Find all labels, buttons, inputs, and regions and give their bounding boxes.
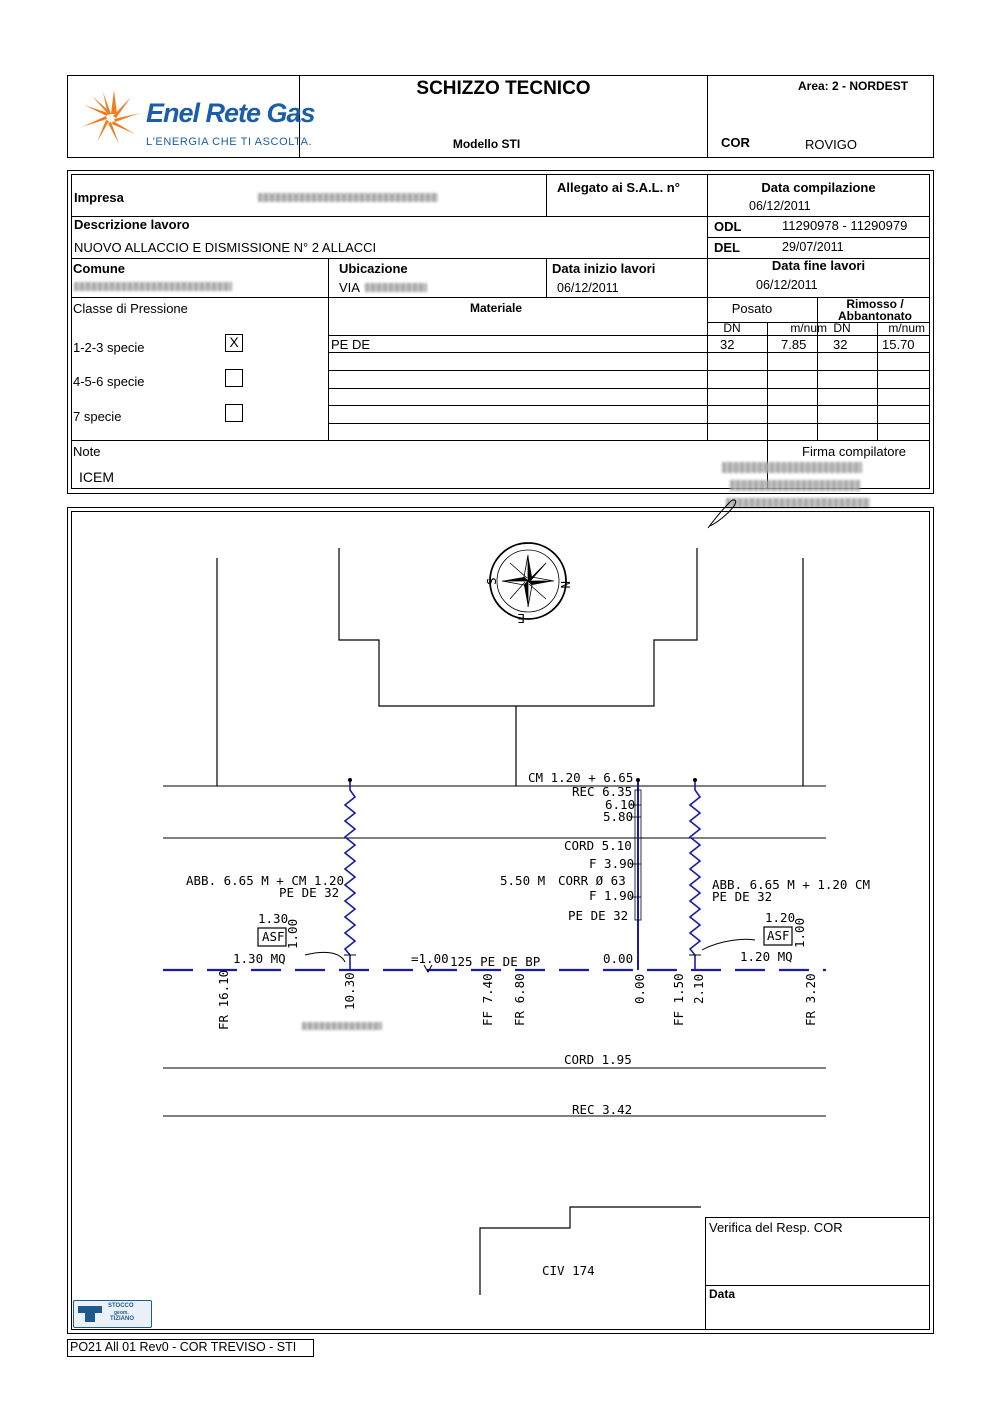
label-d1030: 10.30 bbox=[342, 972, 357, 1010]
label-fr680: FR 6.80 bbox=[512, 973, 527, 1026]
label-l130mq: 1.30 MQ bbox=[233, 951, 286, 966]
ubicazione-label: Ubicazione bbox=[339, 261, 408, 276]
rimosso-label: Rimosso / Abbantonato bbox=[838, 297, 912, 323]
label-580: 5.80 bbox=[603, 809, 634, 824]
surveyor-stamp bbox=[73, 1300, 152, 1328]
label-depth: =1.00 bbox=[411, 951, 449, 966]
label-cord2: CORD 1.95 bbox=[564, 1052, 632, 1067]
verify-data-label: Data bbox=[709, 1287, 736, 1301]
right-service-pipe bbox=[690, 780, 700, 970]
class-1-checkbox[interactable]: X bbox=[225, 334, 243, 352]
label-abb-right: ABB. 6.65 M + 1.20 CM bbox=[712, 877, 871, 892]
note-value: ICEM bbox=[79, 469, 114, 485]
label-asf-left: ASF bbox=[262, 929, 285, 944]
stamp-line2: geom. bbox=[114, 1310, 129, 1316]
allegato-label: Allegato ai S.A.L. n° bbox=[557, 180, 680, 195]
class-1-label: 1-2-3 specie bbox=[73, 340, 145, 355]
label-rec2: REC 3.42 bbox=[572, 1102, 633, 1117]
label-civ: CIV 174 bbox=[542, 1263, 595, 1278]
label-fr320: FR 3.20 bbox=[803, 973, 818, 1026]
label-pede32-right: PE DE 32 bbox=[712, 889, 773, 904]
data-compilazione-value: 06/12/2011 bbox=[749, 199, 811, 213]
label-d210: 2.10 bbox=[691, 973, 706, 1004]
label-abb-left: ABB. 6.65 M + CM 1.20 bbox=[186, 873, 345, 888]
label-610: 6.10 bbox=[605, 797, 636, 812]
footer-text: PO21 All 01 Rev0 - COR TREVISO - STI bbox=[70, 1340, 297, 1354]
class-2-label: 4-5-6 specie bbox=[73, 374, 145, 389]
model-label: Modello STI bbox=[452, 137, 521, 151]
verify-divider bbox=[705, 1285, 930, 1286]
stamp-line3: TIZIANO bbox=[110, 1316, 134, 1322]
ubicazione-via: VIA bbox=[339, 280, 360, 295]
label-pede32-left: PE DE 32 bbox=[279, 885, 340, 900]
firma-label: Firma compilatore bbox=[802, 444, 907, 459]
label-r120: 1.20 bbox=[765, 910, 796, 925]
label-r100: 1.00 bbox=[792, 917, 807, 948]
area-label: Area: 2 - NORDEST bbox=[798, 79, 909, 93]
label-ff740: FF 7.40 bbox=[480, 973, 495, 1026]
label-fr1610: FR 16.10 bbox=[216, 969, 231, 1030]
odl-value: 11290978 - 11290979 bbox=[782, 218, 908, 233]
stamp-line1: STOCCO bbox=[108, 1303, 134, 1309]
label-cm-top: CM 1.20 + 6.65 bbox=[528, 770, 634, 785]
label-550: 5.50 M bbox=[500, 873, 546, 888]
label-pede32c: PE DE 32 bbox=[568, 908, 629, 923]
label-l130: 1.30 bbox=[258, 911, 289, 926]
stamp-logo-icon bbox=[77, 1304, 103, 1324]
compass-n: N bbox=[558, 581, 573, 589]
brand-name: Enel Rete Gas bbox=[146, 98, 315, 128]
col-mnum-rimosso: m/num bbox=[888, 321, 925, 335]
label-rec1: REC 6.35 bbox=[572, 784, 633, 799]
label-l100: 1.00 bbox=[285, 918, 300, 949]
compass-s: S bbox=[484, 577, 499, 585]
street-name-redacted bbox=[302, 1022, 382, 1030]
label-corr: CORR Ø 63 bbox=[558, 873, 626, 888]
label-000: 0.00 bbox=[603, 951, 634, 966]
del-value: 29/07/2011 bbox=[782, 240, 844, 254]
col-dn-posato: DN bbox=[723, 321, 741, 335]
label-f390: F 3.90 bbox=[589, 856, 635, 871]
label-ff150: FF 1.50 bbox=[671, 973, 686, 1026]
label-d000: 0.00 bbox=[632, 973, 647, 1004]
odl-label: ODL bbox=[714, 219, 742, 234]
compass-icon bbox=[490, 543, 566, 619]
cor-value: ROVIGO bbox=[805, 137, 858, 152]
building-outline bbox=[217, 548, 803, 786]
descrizione-label: Descrizione lavoro bbox=[74, 217, 190, 232]
data-inizio-value: 06/12/2011 bbox=[557, 281, 619, 295]
classe-label: Classe di Pressione bbox=[73, 301, 188, 316]
descrizione-value: NUOVO ALLACCIO E DISMISSIONE N° 2 ALLACCI bbox=[74, 240, 377, 255]
label-main-pipe: 125 PE DE BP bbox=[450, 954, 541, 969]
note-label: Note bbox=[73, 444, 101, 459]
label-cord1: CORD 5.10 bbox=[564, 838, 632, 853]
verify-resp-label: Verifica del Resp. COR bbox=[709, 1220, 843, 1235]
left-service-pipe bbox=[345, 780, 355, 970]
brand-slogan: L'ENERGIA CHE TI ASCOLTA. bbox=[146, 136, 313, 148]
data-fine-label: Data fine lavori bbox=[771, 258, 866, 273]
page-title: SCHIZZO TECNICO bbox=[416, 78, 591, 99]
material-row-posato-dn: 32 bbox=[720, 337, 735, 352]
data-compilazione-label: Data compilazione bbox=[761, 180, 876, 195]
comune-label: Comune bbox=[73, 261, 125, 276]
col-mnum-posato: m/num bbox=[790, 321, 827, 335]
label-asf-right: ASF bbox=[767, 928, 790, 943]
label-r120mq: 1.20 MQ bbox=[740, 949, 793, 964]
del-label: DEL bbox=[714, 240, 740, 255]
posato-label: Posato bbox=[731, 301, 773, 316]
cor-label: COR bbox=[721, 135, 750, 150]
materiale-label: Materiale bbox=[469, 301, 523, 315]
data-inizio-label: Data inizio lavori bbox=[552, 261, 656, 276]
material-row-rimosso-m: 15.70 bbox=[882, 337, 915, 352]
label-f190: F 1.90 bbox=[589, 888, 635, 903]
class-3-label: 7 specie bbox=[73, 409, 122, 424]
material-row-materiale: PE DE bbox=[331, 337, 371, 352]
data-fine-value: 06/12/2011 bbox=[756, 278, 818, 292]
material-row-posato-m: 7.85 bbox=[781, 337, 807, 352]
impresa-label: Impresa bbox=[74, 190, 124, 205]
compass-e: E bbox=[517, 611, 525, 626]
material-row-rimosso-dn: 32 bbox=[833, 337, 848, 352]
col-dn-rimosso: DN bbox=[833, 321, 851, 335]
